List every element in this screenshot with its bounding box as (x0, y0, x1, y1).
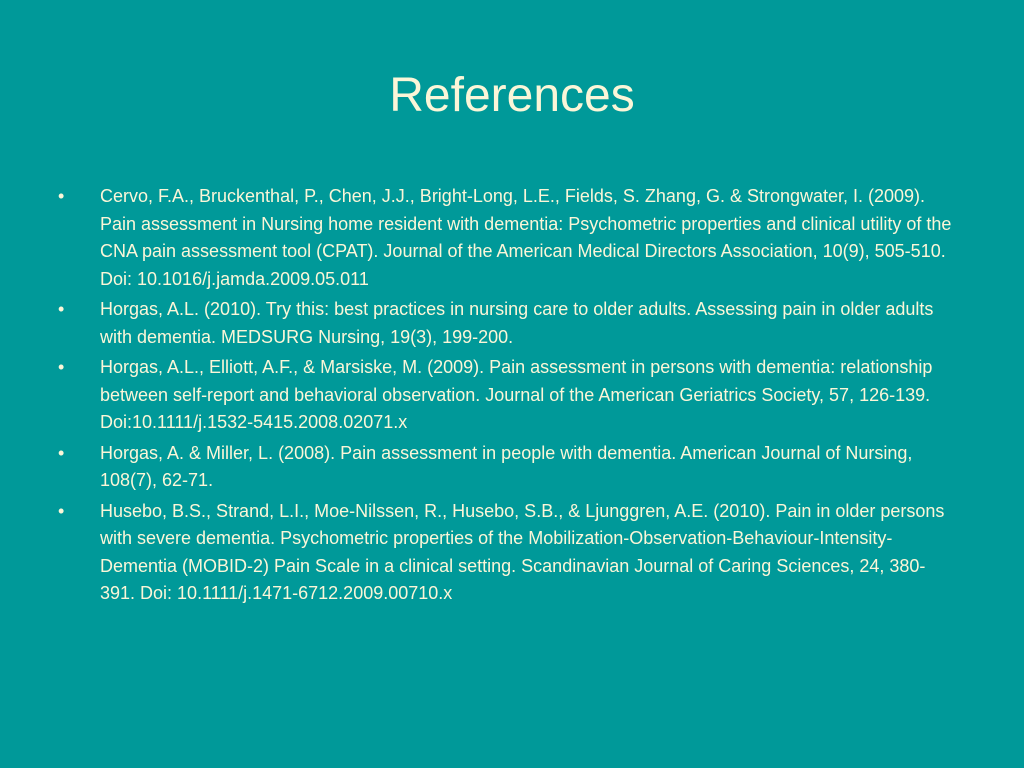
reference-item (58, 354, 958, 437)
reference-item (58, 296, 958, 351)
reference-text: Cervo, F.A., Bruckenthal, P., Chen, J.J., Bright-Long, L.E., Fields, S. Zhang, G. & Strongwater, I. (2009). Pain assessment in Nursing home resident with dementia: Psychometric properties and clinical utility of the CNA pain assessment tool (CPAT). Journal of the American Medical Directors Association, 10(9), 505-510. Doi: 10.1016/j.jamda.2009.05.011 (100, 186, 952, 289)
reference-item (58, 498, 958, 608)
bullet-icon: • (58, 357, 65, 377)
reference-item (58, 183, 958, 293)
bullet-icon: • (58, 500, 65, 521)
bullet-icon: • (58, 186, 65, 206)
reference-text: Husebo, B.S., Strand, L.I., Moe-Nilssen, R., Husebo, S.B., & Ljunggren, A.E. (2010). Pain in older persons with severe dementia. Psychometric properties of the Mobilization-Observation-Behaviour-Intensity-Dementia (MOBID-2) Pain Scale in a clinical setting. Scandinavian Journal of Caring Sciences, 24, 380-391. Doi: 10.1111/j.1471-6712.2009.00710.x (100, 500, 945, 603)
reference-text: Horgas, A. & Miller, L. (2008). Pain assessment in people with dementia. American Journal of Nursing, 108(7), 62-71. (100, 442, 913, 490)
bullet-icon: • (58, 442, 65, 463)
references-list (58, 183, 958, 611)
slide-title: References (389, 69, 635, 122)
bullet-icon: • (58, 299, 65, 319)
reference-text: Horgas, A.L., Elliott, A.F., & Marsiske, M. (2009). Pain assessment in persons with dementia: relationship between self-report and behavioral observation. Journal of the American Geriatrics Society, 57, 126-139. Doi:10.1111/j.1532-5415.2008.02071.x (100, 357, 933, 432)
reference-text: Horgas, A.L. (2010). Try this: best practices in nursing care to older adults. Assessing pain in older adults with dementia. MEDSURG Nursing, 19(3), 199-200. (100, 299, 934, 347)
reference-item (58, 440, 958, 495)
